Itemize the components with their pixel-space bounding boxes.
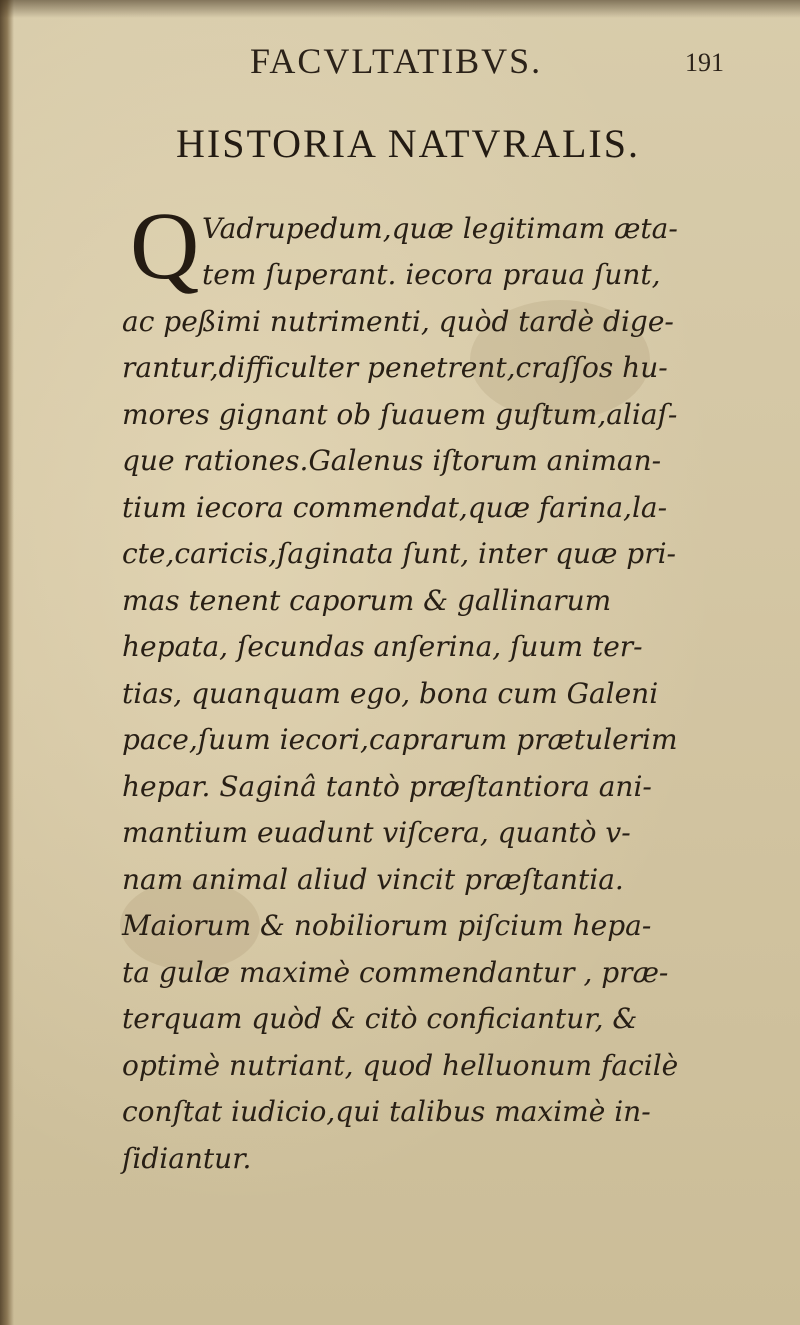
text-line: Maiorum & nobiliorum piſcium hepa- bbox=[122, 909, 652, 942]
text-line: mas tenent caporum & gallinarum bbox=[122, 584, 612, 617]
text-line: tias, quanquam ego, bona cum Galeni bbox=[122, 677, 659, 710]
text-line: conſtat iudicio,qui talibus maximè in- bbox=[122, 1095, 651, 1128]
text-line: ſidiantur. bbox=[122, 1142, 252, 1175]
text-line: tem ſuperant. iecora praua ſunt, bbox=[202, 258, 661, 291]
top-edge-shadow bbox=[0, 0, 800, 18]
text-line: Vadrupedum,quæ legitimam æta- bbox=[202, 212, 678, 245]
text-line: hepata, ſecundas anſerina, ſuum ter- bbox=[122, 630, 643, 663]
page-number: 191 bbox=[685, 48, 724, 77]
text-line: terquam quòd & citò conficiantur, & bbox=[122, 1002, 638, 1035]
text-line: ac peßimi nutrimenti, quòd tardè dige- bbox=[122, 305, 674, 338]
text-line: optimè nutriant, quod helluonum facilè bbox=[122, 1049, 679, 1082]
text-line: tium iecora commendat,quæ farina,la- bbox=[122, 491, 668, 524]
text-line: nam animal aliud vincit præſtantia. bbox=[122, 863, 624, 896]
section-title: HISTORIA NATVRALIS. bbox=[176, 121, 640, 166]
text-line: que rationes.Galenus iſtorum animan- bbox=[122, 444, 662, 477]
running-head bbox=[250, 40, 770, 90]
drop-cap-initial: Q bbox=[130, 192, 200, 299]
running-title: FACVLTATIBVS. bbox=[250, 41, 543, 81]
text-line: mores gignant ob ſuauem guſtum,aliaſ- bbox=[122, 398, 678, 431]
text-line: cte,caricis,ſaginata ſunt, inter quæ pri- bbox=[122, 537, 677, 570]
text-line: hepar. Saginâ tantò præſtantiora ani- bbox=[122, 770, 652, 803]
text-line: rantur,difficulter penetrent,craſſos hu- bbox=[122, 351, 668, 384]
binding-gutter bbox=[0, 0, 14, 1325]
text-line: mantium euadunt viſcera, quantò v- bbox=[122, 816, 631, 849]
text-line: ta gulæ maximè commendantur , præ- bbox=[122, 956, 669, 989]
text-line: pace,ſuum iecori,caprarum prætulerim bbox=[122, 723, 678, 756]
